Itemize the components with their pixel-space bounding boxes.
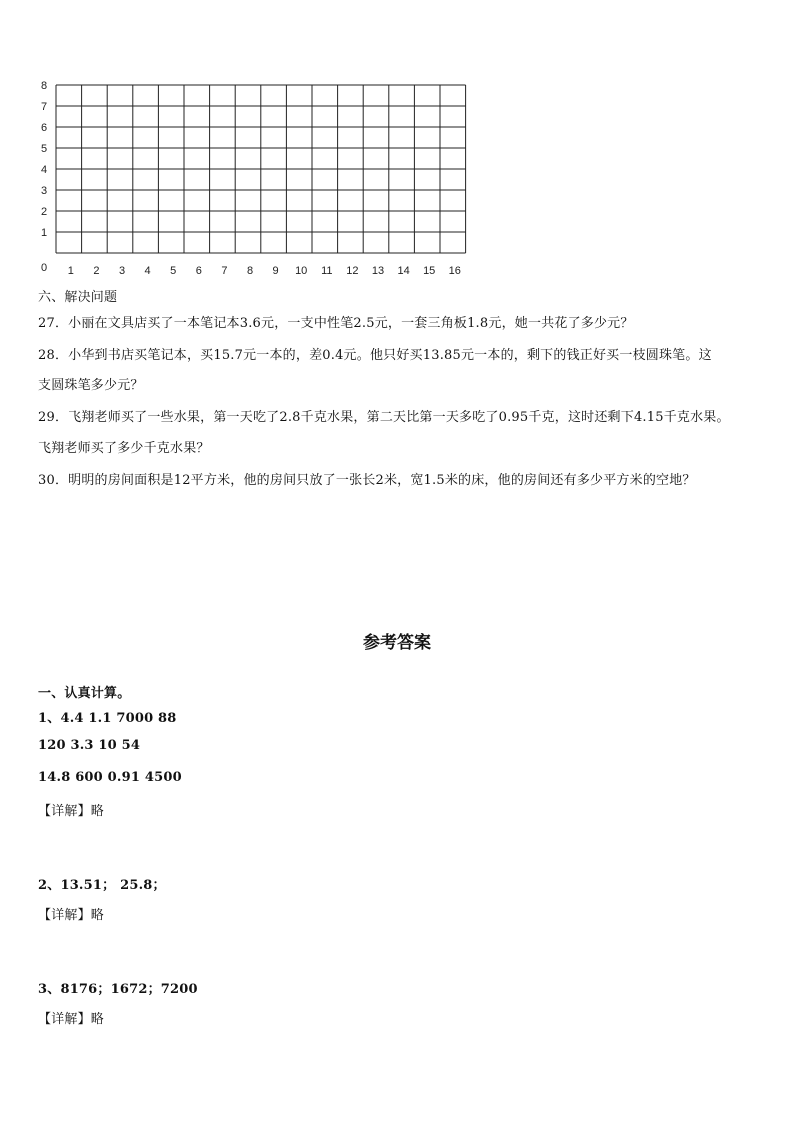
answer-1-line-2: 120 3.3 10 54 [38, 738, 141, 753]
answer-1-line-1: 1、4.4 1.1 7000 88 [38, 711, 177, 726]
x-axis-label: 16 [448, 265, 461, 277]
answer-2-line: 2、13.51； 25.8； [38, 878, 166, 893]
y-axis-label: 1 [40, 227, 48, 239]
x-axis-label: 1 [67, 265, 74, 277]
coordinate-grid [30, 78, 480, 278]
question-28-line-2: 支圆珠笔多少元？ [38, 378, 144, 393]
answer-2-detail: 【详解】略 [38, 908, 105, 923]
question-30: 30．明明的房间面积是12平方米，他的房间只放了一张长2米，宽1.5米的床，他的房间还有多少平方米的空地？ [38, 473, 696, 488]
question-27: 27．小丽在文具店买了一本笔记本3.6元，一支中性笔2.5元，一套三角板1.8元，她一共花了多少元？ [38, 316, 634, 331]
x-axis-label: 10 [295, 265, 308, 277]
x-axis-label: 14 [397, 265, 410, 277]
x-axis-label: 3 [118, 265, 126, 277]
x-axis-label: 6 [195, 265, 202, 277]
x-axis-label: 7 [221, 265, 228, 277]
y-axis-label: 4 [40, 164, 48, 176]
x-axis-label: 9 [272, 265, 279, 277]
x-axis-label: 15 [423, 265, 436, 277]
x-axis-label: 11 [321, 265, 333, 277]
y-axis-label: 6 [40, 122, 48, 134]
question-29-line-2: 飞翔老师买了多少千克水果？ [38, 441, 210, 456]
section-6-heading: 六、解决问题 [38, 290, 118, 305]
x-axis-label: 2 [93, 265, 100, 277]
answer-1-detail: 【详解】略 [38, 804, 105, 819]
y-axis-label: 7 [40, 101, 48, 113]
y-axis-label: 8 [40, 80, 48, 92]
answers-section-1-heading: 一、认真计算。 [38, 686, 131, 701]
y-axis-label: 5 [40, 143, 48, 155]
answer-1-line-3: 14.8 600 0.91 4500 [38, 770, 182, 785]
x-axis-label: 13 [371, 265, 385, 277]
x-axis-label: 4 [144, 265, 151, 277]
y-axis-label: 2 [40, 206, 48, 218]
x-axis-label: 5 [170, 265, 177, 277]
question-28-line-1: 28．小华到书店买笔记本，买15.7元一本的，差0.4元。他只好买13.85元一本的，剩下的钱正好买一枝圆珠笔。这 [38, 348, 712, 363]
answer-3-detail: 【详解】略 [38, 1012, 105, 1027]
answers-title: 参考答案 [363, 633, 431, 653]
y-axis-label: 3 [40, 185, 48, 197]
question-29-line-1: 29．飞翔老师买了一些水果，第一天吃了2.8千克水果，第二天比第一天多吃了0.95千克，这时还剩下4.15千克水果。 [38, 410, 730, 425]
x-axis-label: 12 [346, 265, 359, 277]
y-axis-label: 0 [40, 262, 48, 274]
answer-3-line: 3、8176；1672；7200 [38, 982, 198, 997]
x-axis-label: 8 [246, 265, 254, 277]
